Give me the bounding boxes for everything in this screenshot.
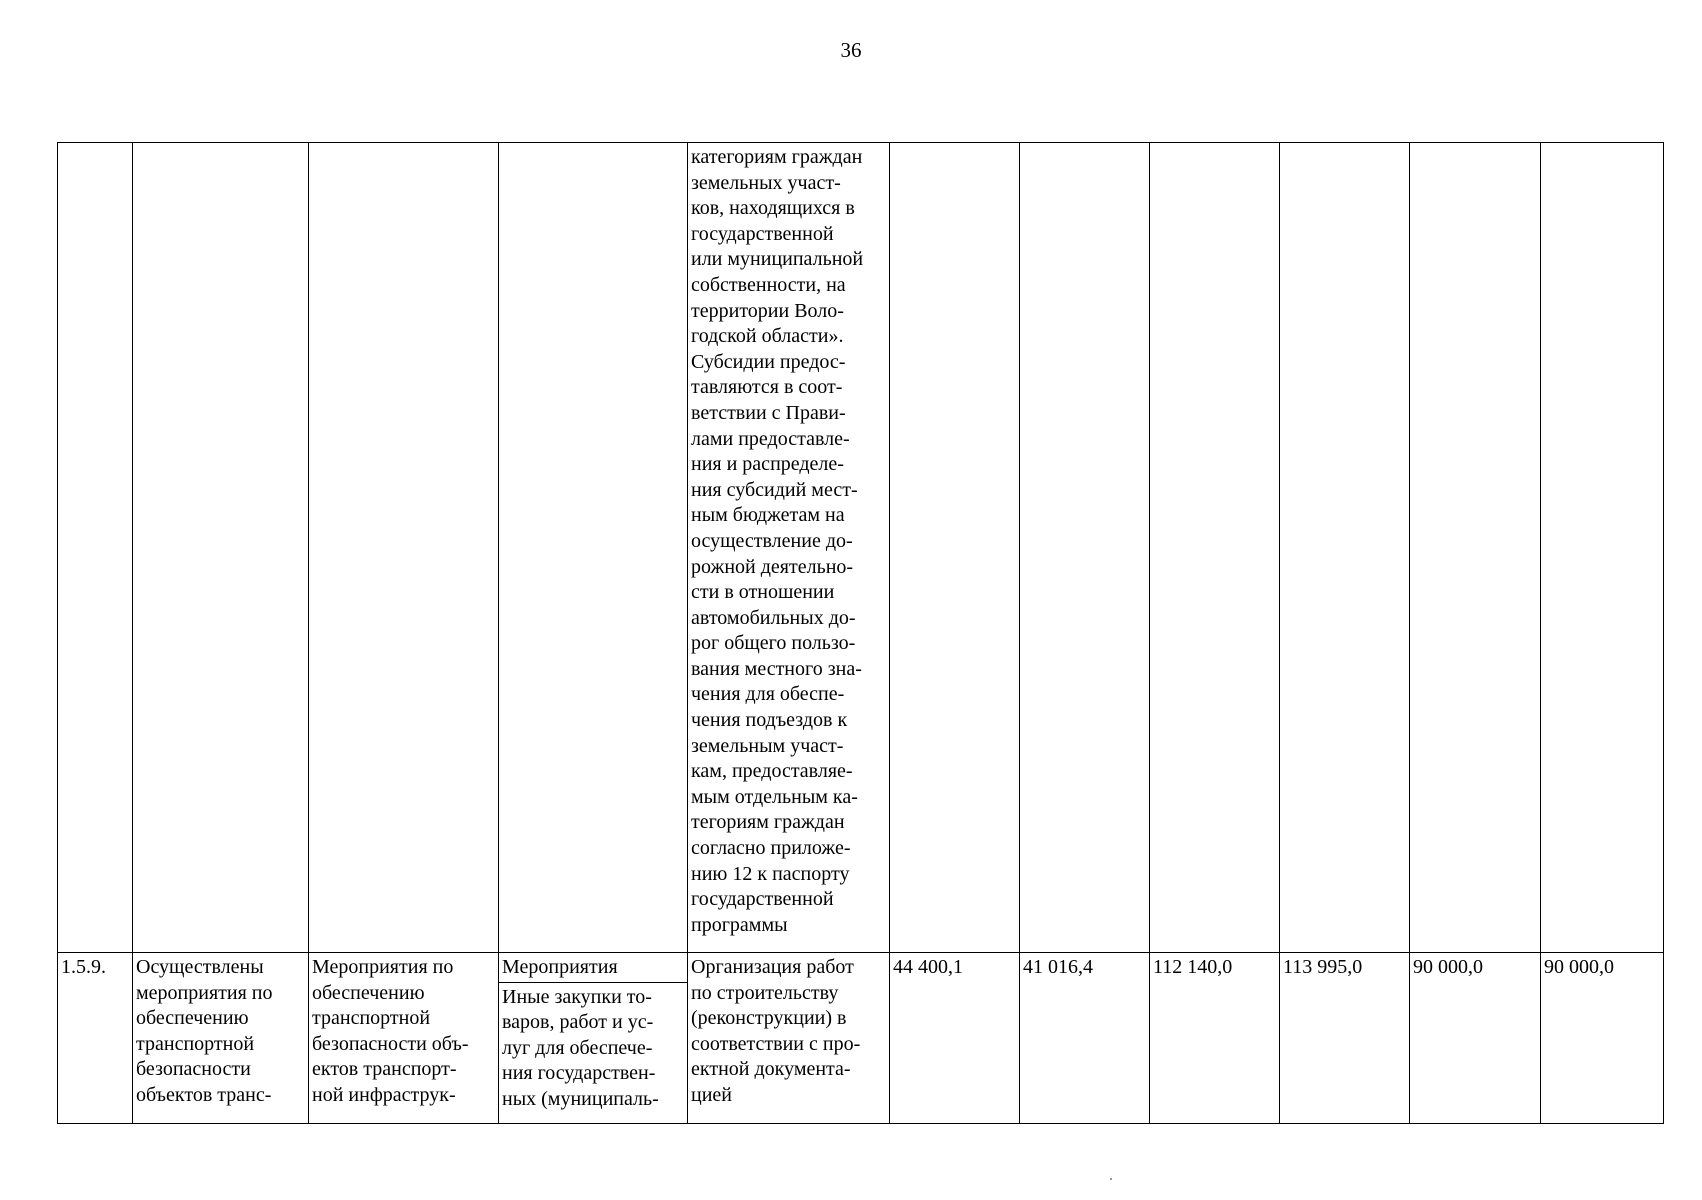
row-1-5-9 xyxy=(58,953,1664,1124)
cell-result: Осуществлены мероприятия по обеспечению транспортной безопасности объектов транс- xyxy=(133,953,309,1124)
cell-value: 90 000,0 xyxy=(1541,953,1664,1124)
cell-value: 44 400,1 xyxy=(890,953,1020,1124)
cell-value: 112 140,0 xyxy=(1150,953,1280,1124)
cell-value xyxy=(1541,143,1664,953)
cell-type-bottom: Иные закупки то- варов, работ и ус- луг для обеспече- ния государствен- ных (муниципаль- xyxy=(502,985,659,1110)
cell-type xyxy=(499,143,688,953)
cell-value xyxy=(890,143,1020,953)
cell-measure xyxy=(309,143,499,953)
cell-description: Организация работ по строительству (реконструкции) в соответствии с про- ектной документа- цией xyxy=(688,953,890,1124)
scan-speck xyxy=(1110,1178,1112,1180)
cell-number: 1.5.9. xyxy=(58,953,133,1124)
cell-measure: Мероприятия по обеспечению транспортной безопасности объ- ектов транспорт- ной инфраструк- xyxy=(309,953,499,1124)
cell-value xyxy=(1020,143,1150,953)
cell-value: 113 995,0 xyxy=(1280,953,1410,1124)
cell-number xyxy=(58,143,133,953)
cell-result xyxy=(133,143,309,953)
cell-value: 41 016,4 xyxy=(1020,953,1150,1124)
cell-value xyxy=(1150,143,1280,953)
cell-value xyxy=(1280,143,1410,953)
continuation-row xyxy=(58,143,1664,953)
cell-value: 90 000,0 xyxy=(1410,953,1541,1124)
cell-value xyxy=(1410,143,1541,953)
budget-table xyxy=(57,142,1664,1124)
cell-description: категориям граждан земельных участ- ков, находящихся в государственной или муниципальной собственности, на территории Воло- годской области». Субсидии предос- тавляются в соот- ветствии с Прави- лами предоставле- ния и распределе- ния субсидий мест- ным бюджетам на осуществление до- рожной деятельно- сти в отношении автомобильных до- рог общего пользо- вания местного зна- чения для обеспе- чения подъездов к земельным участ- кам, предоставляе- мым отдельным ка- тегориям граждан согласно приложе- нию 12 к паспорту государственной программы xyxy=(688,143,890,953)
page-number: 36 xyxy=(840,38,862,62)
cell-type-top: Мероприятия xyxy=(499,953,687,983)
cell-type xyxy=(499,953,688,1124)
